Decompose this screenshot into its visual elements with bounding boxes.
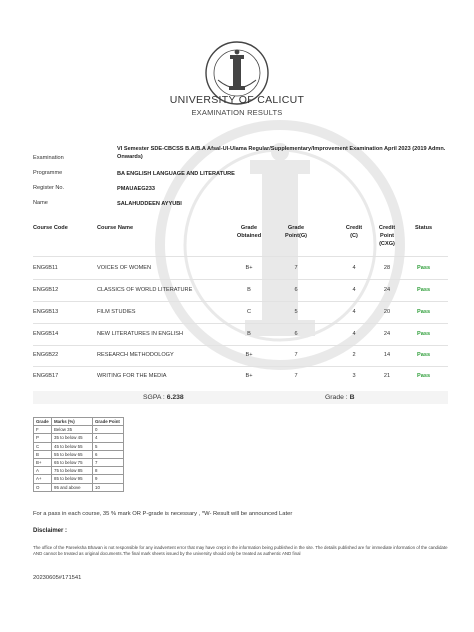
status-badge: Pass <box>417 287 431 293</box>
university-watermark <box>150 100 410 390</box>
divider <box>33 256 448 257</box>
table-row: B+ 65 to below 75 7 <box>34 458 124 466</box>
table-row: B 55 to below 65 6 <box>34 450 124 458</box>
table-row: A+ 85 to below 95 9 <box>34 475 124 483</box>
divider <box>33 301 448 302</box>
pass-note: For a pass in each course, 35 % mark OR P-grade is necessary , *W- Result will be announced Later <box>33 511 293 517</box>
result-reference-id: 20230605#171541 <box>33 575 82 581</box>
header-status: Status <box>415 225 433 231</box>
divider <box>33 366 448 367</box>
table-row: F Below 35 0 <box>34 426 124 434</box>
disclaimer-text: The office of the Pareeksha Bhavan is not responsible for any inadvertent error that may have crept in the information being published in the site. The details published are for immediate information of the candidate AND cannot be treated as original documents.The final mark sheets issued by the university should only be treated as authentic AND final <box>33 545 448 556</box>
university-title: UNIVERSITY OF CALICUT <box>169 94 305 106</box>
divider <box>33 279 448 280</box>
disclaimer-title: Disclaimer : <box>33 528 68 534</box>
status-badge: Pass <box>417 373 431 379</box>
status-badge: Pass <box>417 265 431 271</box>
table-row: C 45 to below 55 5 <box>34 442 124 450</box>
status-badge: Pass <box>417 331 431 337</box>
divider <box>33 345 448 346</box>
header-grade-point: Grade Point(G) <box>284 225 308 239</box>
grade-scale-table <box>33 417 124 492</box>
header-course-name: Course Name <box>97 225 134 231</box>
status-badge: Pass <box>417 352 431 358</box>
sgpa-text: SGPA : 6.238 <box>143 394 184 401</box>
table-header-row: Grade Marks (%) Grade Point <box>34 418 124 426</box>
result-page: UNIVERSITY OF CALICUT EXAMINATION RESULTS Examination VI Semester SDE-CBCSS B.A/B.A Afsal-Ul-Ulama Regular/Supplementary/Improvement Examination April 2023 (2019 Admn. Onwards) Programme BA ENGLISH LANGUAGE AND LITERATURE Register No. PMAUAEG233 Name SALAHUDDEEN AYYUBI Course Code Course Name Grade Obtained Grade Point(G) Credit (C) Credit Point (CXG) Status ENG6B11 VOICES OF WOMEN B+ 7 4 28 Pass ENG6B12 CLASSICS OF WORLD LITERATURE B 6 4 24 Pass ENG6B13 FILM STUDIES C 5 4 20 Pass ENG6B14 NEW LITERATURES IN ENGLISH B 6 4 24 Pass ENG6B22 RESEARCH METHODOLOGY B+ 7 2 14 Pass ENG6B17 WRITING FOR THE MEDIA B+ 7 3 21 Pass SGPA : 6.238 Grade : B Grade Marks (%) Grade Point F Below 35 0 P 35 to below 45 4 C 45 to below 55 5 B 55 to below 65 6 B+ 65 to below 75 7 A 75 to below 85 8 A+ 85 to below 95 9 O 95 and above 10 For a pass in each course, 35 % mark OR P-grade is necessary , *W- Result will be announced Later Disclaimer : The office of the Pareeksha Bhavan is not responsible for any inadvertent error that may have crept in the information being published in the site. The details published are for immediate information of the candidate AND cannot be treated as original documents.The final mark sheets issued by the university should only be treated as authentic AND final 20230605#171541 <box>0 0 474 632</box>
table-row: O 95 and above 10 <box>34 483 124 491</box>
grade-text: Grade : B <box>325 394 355 401</box>
header-credit: Credit (C) <box>345 225 363 239</box>
divider <box>33 323 448 324</box>
table-row: A 75 to below 85 8 <box>34 467 124 475</box>
sgpa-summary <box>33 391 448 404</box>
header-credit-point: Credit Point (CXG) <box>378 225 396 247</box>
header-course-code: Course Code <box>33 225 68 231</box>
page-subtitle: EXAMINATION RESULTS <box>191 108 283 117</box>
table-row: P 35 to below 45 4 <box>34 434 124 442</box>
header-grade: Grade Obtained <box>236 225 262 239</box>
status-badge: Pass <box>417 309 431 315</box>
